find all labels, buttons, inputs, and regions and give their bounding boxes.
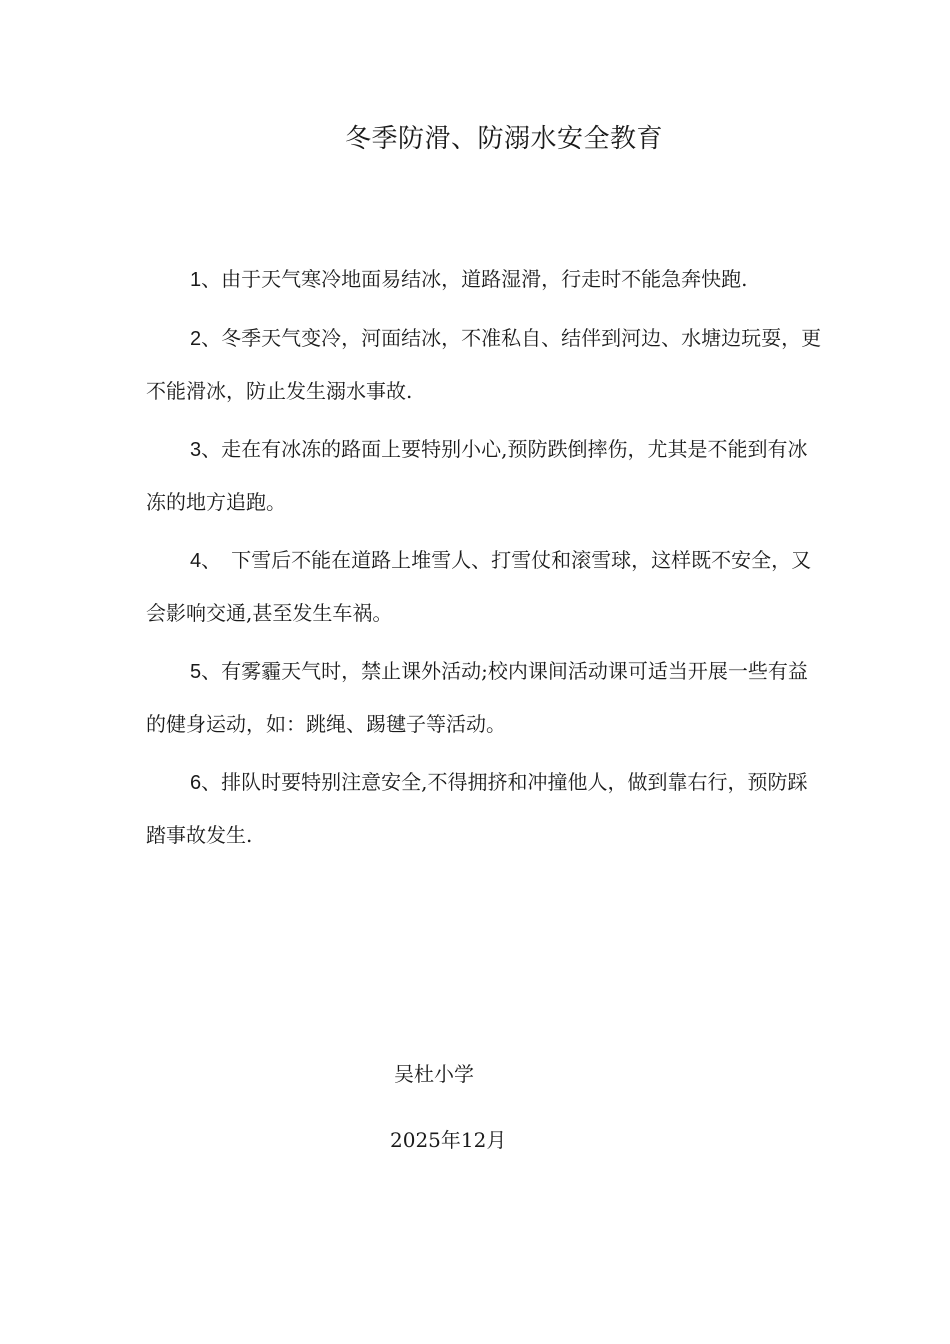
item-text: 有雾霾天气时，禁止课外活动;校内课间活动课可适当开展一些有益的健身运动，如：跳绳、踢毽子等活动。 <box>146 659 808 736</box>
item-text: 排队时要特别注意安全,不得拥挤和冲撞他人，做到靠右行，预防踩踏事故发生. <box>146 770 808 847</box>
item-text: 走在有冰冻的路面上要特别小心,预防跌倒摔伤，尤其是不能到有冰冻的地方追跑。 <box>146 437 808 514</box>
item-number: 5 <box>190 661 202 683</box>
item-text: 由于天气寒冷地面易结冰，道路湿滑，行走时不能急奔快跑. <box>221 267 748 291</box>
item-separator: 、 <box>201 267 222 291</box>
item-separator: 、 <box>201 659 222 683</box>
safety-item-4 <box>146 534 822 639</box>
safety-item-5 <box>146 645 822 750</box>
item-separator: 、 <box>201 770 222 794</box>
document-title: 冬季防滑、防溺水安全教育 <box>344 124 663 154</box>
item-number: 2 <box>190 328 202 350</box>
item-number: 3 <box>190 439 202 461</box>
school-name: 吴杜小学 <box>394 1062 474 1086</box>
item-text: 下雪后不能在道路上堆雪人、打雪仗和滚雪球，这样既不安全，又会影响交通,甚至发生车祸。 <box>146 548 812 625</box>
item-number: 4 <box>190 550 202 572</box>
document-date: 2025年12月 <box>390 1128 507 1152</box>
item-separator: 、 <box>201 326 222 350</box>
safety-item-1 <box>146 253 822 306</box>
item-number: 6 <box>190 772 202 794</box>
safety-item-2 <box>146 312 822 417</box>
item-text: 冬季天气变冷，河面结冰，不准私自、结伴到河边、水塘边玩耍，更不能滑冰，防止发生溺水事故. <box>146 326 822 403</box>
item-separator: 、 <box>201 548 232 572</box>
safety-item-6 <box>146 756 822 861</box>
item-number: 1 <box>190 269 202 291</box>
safety-items-list <box>146 253 822 867</box>
safety-item-3 <box>146 423 822 528</box>
item-separator: 、 <box>201 437 222 461</box>
